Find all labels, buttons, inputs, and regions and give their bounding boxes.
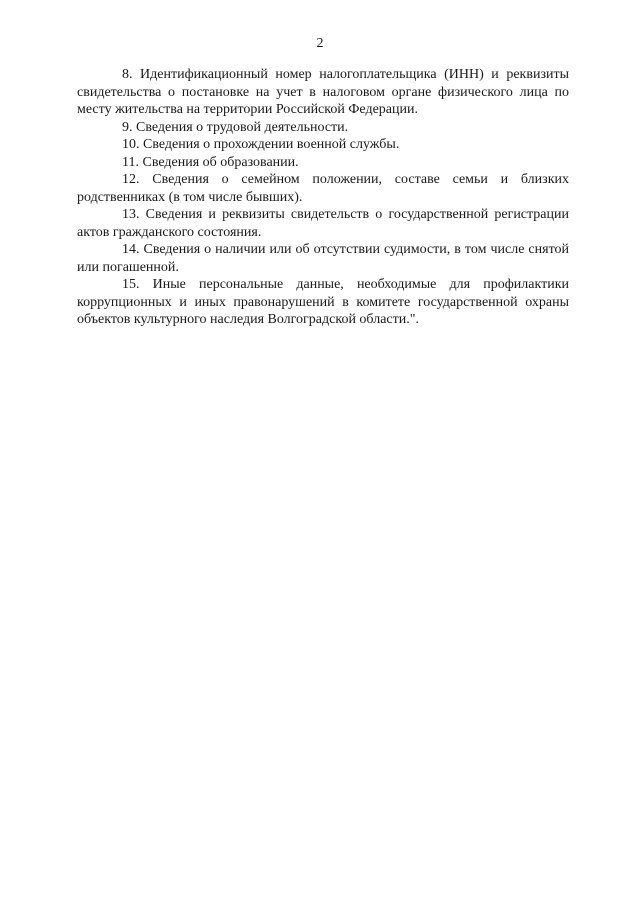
document-body [77, 66, 569, 329]
list-item-10: 10. Сведения о прохождении военной службы. [122, 137, 400, 152]
list-item-12: 12. Сведения о семейном положении, составе семьи и близких родственниках (в том числе бывших). [77, 172, 569, 205]
list-item-15: 15. Иные персональные данные, необходимые для профилактики коррупционных и иных правонарушений в комитете государственной охраны объектов культурного наследия Волгоградской области.". [77, 277, 569, 327]
list-item-13: 13. Сведения и реквизиты свидетельств о государственной регистрации актов гражданского состояния. [77, 207, 569, 240]
list-item-9: 9. Сведения о трудовой деятельности. [122, 119, 349, 135]
list-item-14: 14. Сведения о наличии или об отсутствии судимости, в том числе снятой или погашенной. [77, 242, 569, 275]
page-number: 2 [316, 36, 324, 51]
list-item-8: 8. Идентификационный номер налогоплательщика (ИНН) и реквизиты свидетельства о постановке на учет в налоговом органе физического лица по месту жительства на территории Российской Федерации. [77, 67, 569, 117]
list-item-11: 11. Сведения об образовании. [122, 154, 299, 170]
